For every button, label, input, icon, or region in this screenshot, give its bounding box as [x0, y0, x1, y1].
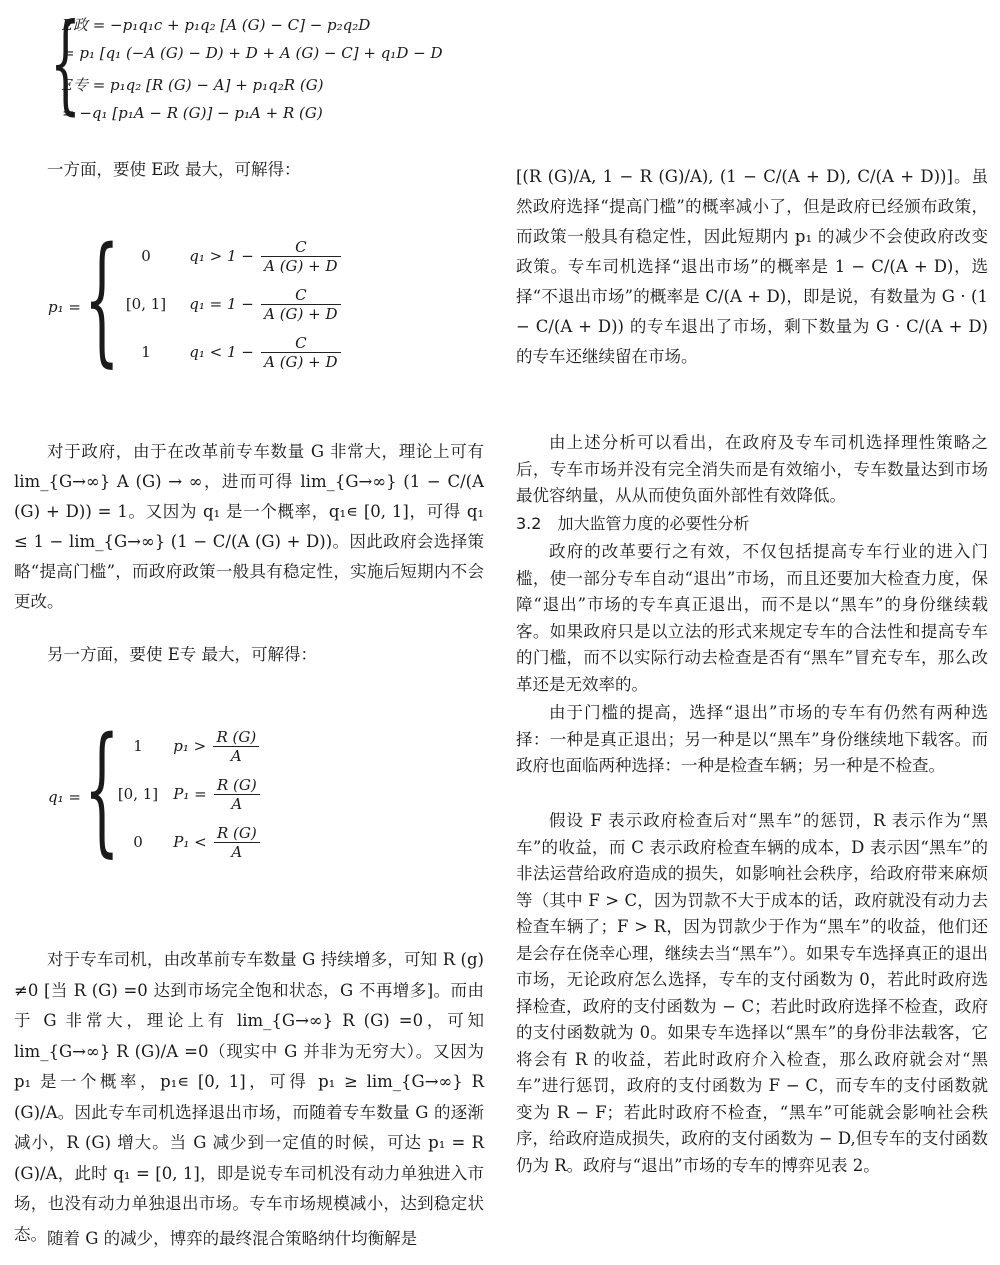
paragraph-summary: 由上述分析可以看出，在政府及专车司机选择理性策略之后，专车市场并没有完全消失而是有效缩小，专车数量达到市场最优容纳量，从从而使负面外部性有效降低。 — [516, 433, 988, 505]
equation-system-payoff — [50, 1, 520, 128]
q1-case-2 — [108, 776, 262, 813]
case-value: 0 — [141, 247, 151, 265]
case-condition: p₁ > — [173, 737, 207, 755]
eq-line-2: = p₁ [q₁ (−A (G) − D) + D + A (G) − C] + q₁D − D — [62, 44, 443, 62]
fraction: $\frac{R (G)}{A}$ — [214, 824, 260, 861]
fraction: $\frac{R (G)}{A}$ — [214, 776, 260, 813]
case-condition: q₁ < 1 − — [189, 343, 254, 361]
paragraph-choices: 由于门槛的提高，选择“退出”市场的专车有仍然有两种选择：一种是真正退出；另一种是以“黑车”身份继续地下载客。而政府也面临两种选择：一种是检查车辆；另一种是不检查。 — [516, 703, 988, 775]
p1-case-1 — [108, 238, 343, 275]
p1-label: p₁ = — [48, 298, 81, 316]
q1-piecewise — [48, 708, 478, 871]
fraction: $\frac{C}{A (G) + D}$ — [261, 238, 340, 275]
fraction: $\frac{R (G)}{A}$ — [213, 728, 259, 765]
q1-brace: { — [84, 708, 120, 871]
paragraph-assumptions: 假设 F 表示政府检查后对“黑车”的惩罚，R 表示作为“黑车”的收益，而 C 表示政府检查车辆的成本，D 表示因“黑车”的非法运营给政府造成的损失，如影响社会秩序，给政府带来麻烦等（其中 F > C，因为罚款不大于成本的话，政府就没有动力去检查车辆了；F > R，因为罚款少于作为“黑车”的收益，他们还是会存在侥幸心理，继续去当“黑车”）。如果专车选择真正的退出市场，无论政府怎么选择，专车的支付函数为 0，若此时政府选择检查，政府的支付函数为 − C；若此时政府选择不检查，政府的支付函数就为 0。如果专车选择以“黑车”的身份非法载客，它将会有 R 的收益，若此时政府介入检查，那么政府就会对“黑车”进行惩罚，政府的支付函数为 F − C，而专车的支付函数就变为 R − F；若此时政府不检查，“黑车”可能就会影响社会秩序，给政府造成损失，政府的支付函数为 − D,但专车的支付函数仍为 R。政府与“退出”市场的专车的博弈见表 2。 — [516, 811, 988, 1175]
p1-piecewise — [48, 218, 478, 381]
case-condition: q₁ > 1 − — [189, 247, 254, 265]
p1-case-2 — [108, 286, 343, 323]
case-condition: P₁ = — [173, 785, 207, 803]
fraction: $\frac{C}{A (G) + D}$ — [261, 334, 340, 371]
p1-case-3 — [108, 334, 343, 371]
fraction: $\frac{C}{A (G) + D}$ — [261, 286, 340, 323]
p1-brace: { — [84, 218, 120, 381]
case-condition: q₁ = 1 − — [189, 295, 254, 313]
case-value: 1 — [141, 343, 151, 361]
case-condition: P₁ < — [173, 833, 207, 851]
eq-line-1: E政 = −p₁q₁c + p₁q₂ [A (G) − C] − p₂q₂D — [62, 16, 371, 34]
eq-line-4: = −q₁ [p₁A − R (G)] − p₁A + R (G) — [62, 104, 323, 122]
eq-line-3: E专 = p₁q₂ [R (G) − A] + p₁q₂R (G) — [62, 76, 324, 94]
paragraph-equilibrium: 随着 G 的减少，博弈的最终混合策略纳什均衡解是 — [47, 1229, 418, 1248]
case-value: 0 — [133, 833, 143, 851]
paragraph-supervision: 政府的改革要行之有效，不仅包括提高专车行业的进入门槛，使一部分专车自动“退出”市场，而且还要加大检查力度，保障“退出”市场的专车真正退出，而不是以“黑车”的身份继续载客。如果政府只是以立法的形式来规定专车的合法性和提高专车的门槛，而不以实际行动去检查是否有“黑车”冒充专车，那么改革还是无效率的。 — [516, 542, 988, 694]
q1-case-1 — [108, 728, 261, 765]
paragraph-driver-analysis: 对于专车司机，由改革前专车数量 G 持续增多，可知 R (g) ≠0 [当 R (G) =0 达到市场完全饱和状态，G 不再增多]。而由于 G 非常大，理论上有 lim_{G→∞} R (G) =0，可知 lim_{G→∞} R (G)/A =0（现实中 G 并非为无穷大）。又因为 p₁ 是一个概率，p₁∊ [0, 1]，可得 p₁ ≥ lim_{G→∞} R (G)/A。因此专车司机选择退出市场，而随着专车数量 G 的逐渐减小，R (G) 增大。当 G 减少到一定值的时候，可达 p₁ = R (G)/A，此时 q₁ = [0, 1]，即是说专车司机没有动力单独进入市场，也没有动力单独退出市场。专车市场规模减小，达到稳定状态。 — [14, 950, 484, 1244]
case-value: [0, 1] — [125, 295, 167, 313]
paragraph-gov-max: 一方面，要使 E政 最大，可解得： — [47, 160, 301, 179]
paragraph-equilibrium-solution: [(R (G)/A, 1 − R (G)/A), (1 − C/(A + D), C/(A + D))]。虽然政府选择“提高门槛”的概率减小了，但是政府已经颁布政策，而政策一般具有稳定性，因此短期内 p₁ 的减少不会使政府改变政策。专车司机选择“退出市场”的概率是 1 − C/(A + D)，选择“不退出市场”的概率是 C/(A + D)，即是说，有数量为 G · (1 − C/(A + D)) 的专车退出了市场，剩下数量为 G · C/(A + D) 的专车还继续留在市场。 — [516, 167, 988, 366]
left-brace: { — [50, 1, 81, 126]
case-value: 1 — [133, 737, 143, 755]
q1-label: q₁ = — [48, 788, 81, 806]
section-heading: 3.2 加大监管力度的必要性分析 — [516, 514, 750, 533]
paragraph-driver-max: 另一方面，要使 E专 最大，可解得： — [47, 645, 318, 664]
case-value: [0, 1] — [117, 785, 159, 803]
q1-case-3 — [108, 824, 262, 861]
paragraph-gov-analysis: 对于政府，由于在改革前专车数量 G 非常大，理论上可有 lim_{G→∞} A (G) → ∞，进而可得 lim_{G→∞} (1 − C/(A (G) + D)) = 1。又因为 q₁ 是一个概率，q₁∊ [0, 1]，可得 q₁ ≤ 1 − lim_{G→∞} (1 − C/(A (G) + D))。因此政府会选择策略“提高门槛”，而政府政策一般具有稳定性，实施后短期内不会更改。 — [14, 442, 484, 611]
